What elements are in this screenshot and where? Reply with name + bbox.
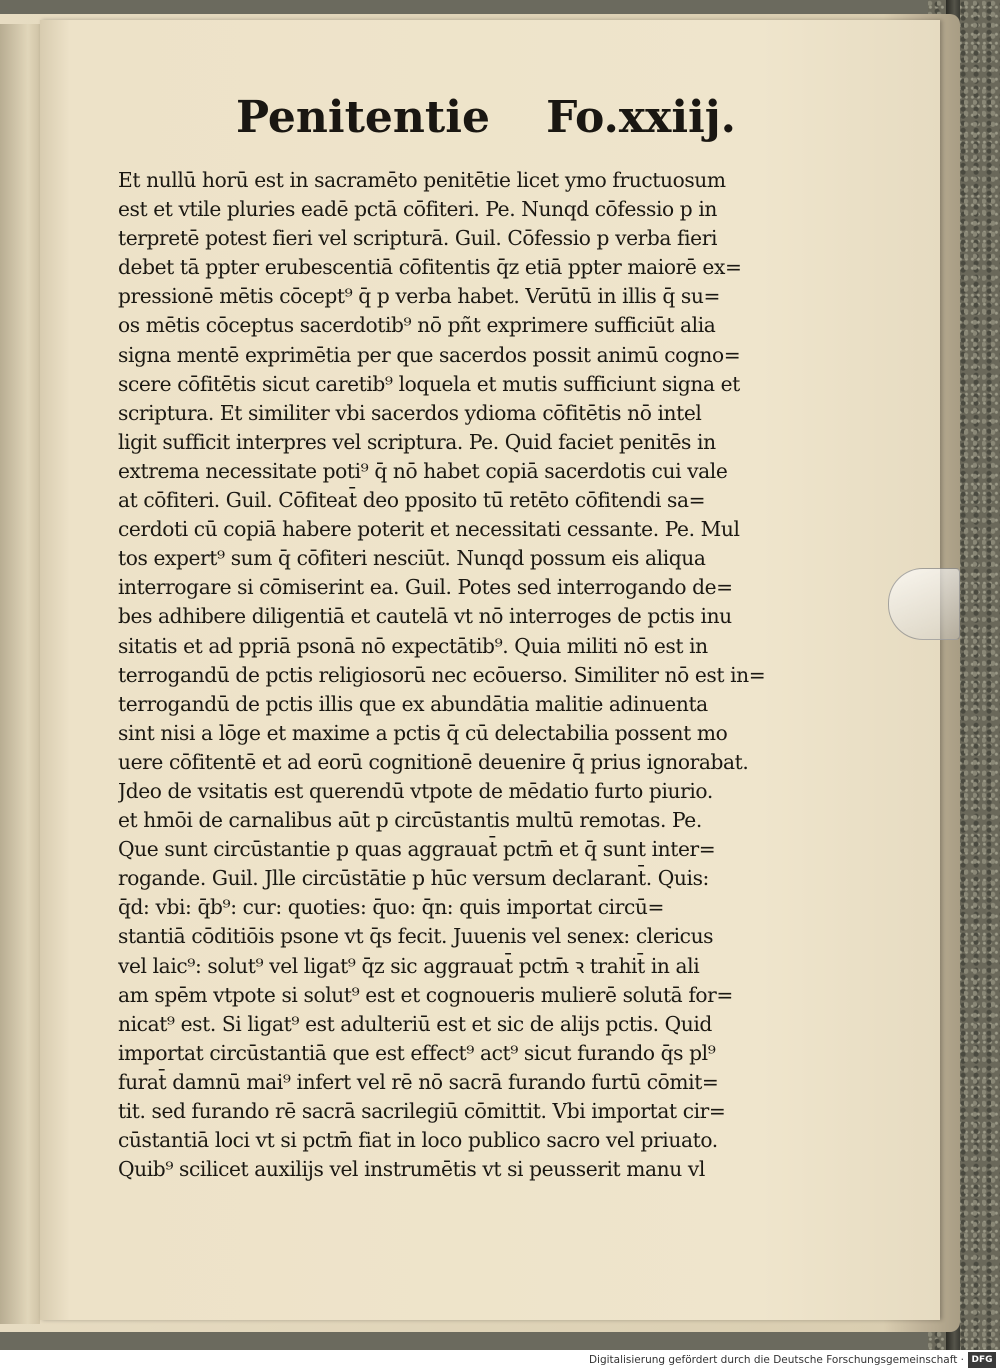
text-line: furat̄ damnū mai⁹ infert vel rē nō sacrā furando furtū cōmit= xyxy=(118,1069,719,1094)
text-line: cūstantiā loci vt si pctm̄ fiat in loco publico sacro vel priuato. xyxy=(118,1128,718,1153)
text-line: est et vtile pluries eadē pctā cōfiteri. Pe. Nunqd cōfessio p in xyxy=(118,197,717,222)
running-header xyxy=(236,92,736,162)
text-line: bes adhibere diligentiā et cautelā vt nō interroges de pctis inu xyxy=(118,604,732,629)
text-line: terrogandū de pctis religiosorū nec ecōuerso. Similiter nō est in= xyxy=(118,662,766,687)
page-clip xyxy=(888,568,960,640)
text-line: ligit sufficit interpres vel scriptura. Pe. Quid faciet penitēs in xyxy=(118,429,716,454)
text-line: Jdeo de vsitatis est querendū vtpote de mēdatio furto piurio. xyxy=(118,778,713,803)
text-line: scriptura. Et similiter vbi sacerdos ydioma cōfitētis nō intel xyxy=(118,400,702,425)
text-line: nicat⁹ est. Si ligat⁹ est adulteriū est et sic de alijs pctis. Quid xyxy=(118,1011,712,1036)
text-line: Que sunt circūstantie p quas aggrauat̄ pctm̄ et q̄ sunt inter= xyxy=(118,837,716,862)
text-line: q̄d: vbi: q̄b⁹: cur: quoties: q̄uo: q̄n: quis importat circū= xyxy=(118,895,665,920)
text-line: terrogandū de pctis illis que ex abundātia malitie adinuenta xyxy=(118,691,708,716)
text-line: importat circūstantiā que est effect⁹ act⁹ sicut furando q̄s pl⁹ xyxy=(118,1040,716,1065)
text-line: os mētis cōceptus sacerdotib⁹ nō pñt exprimere sufficiūt alia xyxy=(118,313,716,338)
text-line: Et nullū horū est in sacramēto penitētie licet ymo fructuosum xyxy=(118,168,726,192)
text-line: stantiā cōditiōis psone vt q̄s fecit. Juuenis vel senex: clericus xyxy=(118,924,714,949)
text-line: extrema necessitate poti⁹ q̄ nō habet copiā sacerdotis cui vale xyxy=(118,458,728,483)
text-line: Quib⁹ scilicet auxilijs vel instrumētis vt si peusserit manu vl xyxy=(118,1157,705,1182)
text-line: uere cōfitentē et ad eorū cognitionē deuenire q̄ prius ignorabat. xyxy=(118,749,749,774)
dfg-logo: DFG xyxy=(968,1352,996,1368)
text-line: cerdoti cū copiā habere poterit et necessitati cessante. Pe. Mul xyxy=(118,517,740,542)
text-line: debet tā ppter erubescentiā cōfitentis q̄z etiā ppter maiorē ex= xyxy=(118,255,742,280)
body-text xyxy=(118,166,768,1184)
text-line: signa mentē exprimētia per que sacerdos possit animū cogno= xyxy=(118,342,741,367)
funding-credit: Digitalisierung gefördert durch die Deutsche Forschungsgemeinschaft · xyxy=(588,1354,964,1366)
text-line: rogande. Guil. Jlle circūstātie p hūc versum declarant̄. Quis: xyxy=(118,866,709,891)
text-line: tos expert⁹ sum q̄ cōfiteri nesciūt. Nunqd possum eis aliqua xyxy=(118,546,706,571)
text-line: sitatis et ad ppriā psonā nō expectātib⁹. Quia militi nō est in xyxy=(118,633,708,658)
footer-bar xyxy=(0,1350,1000,1371)
text-line: terpretē potest fieri vel scripturā. Guil. Cōfessio p verba fieri xyxy=(118,226,718,251)
text-line: tit. sed furando rē sacrā sacrilegiū cōmittit. Vbi importat cir= xyxy=(118,1099,726,1123)
running-title: Penitentie xyxy=(236,92,490,143)
facing-page-sliver xyxy=(0,24,40,1324)
text-line: sint nisi a lōge et maxime a pctis q̄ cū delectabilia possent mo xyxy=(118,720,728,745)
text-line: scere cōfitētis sicut caretib⁹ loquela et mutis sufficiunt signa et xyxy=(118,371,740,396)
text-line: am spēm vtpote si solut⁹ est et cognoueris mulierē solutā for= xyxy=(118,982,733,1007)
text-line: interrogare si cōmiserint ea. Guil. Potes sed interrogando de= xyxy=(118,575,733,600)
text-line: at cōfiteri. Guil. Cōfiteat̄ deo pposito tū̄ retēto cōfitendi sa= xyxy=(118,488,706,513)
text-line: vel laic⁹: solut⁹ vel ligat⁹ q̄z sic aggrauat̄ pctm̄ ꝛ trahit̄ in ali xyxy=(118,953,700,978)
folio-number: Fo.xxiij. xyxy=(546,92,736,143)
text-line: et hmōi de carnalibus aūt p circūstantis multū remotas. Pe. xyxy=(118,808,702,833)
text-line: pressionē mētis cōcept⁹ q̄ p verba habet. Verūtū in illis q̄ su= xyxy=(118,284,720,309)
